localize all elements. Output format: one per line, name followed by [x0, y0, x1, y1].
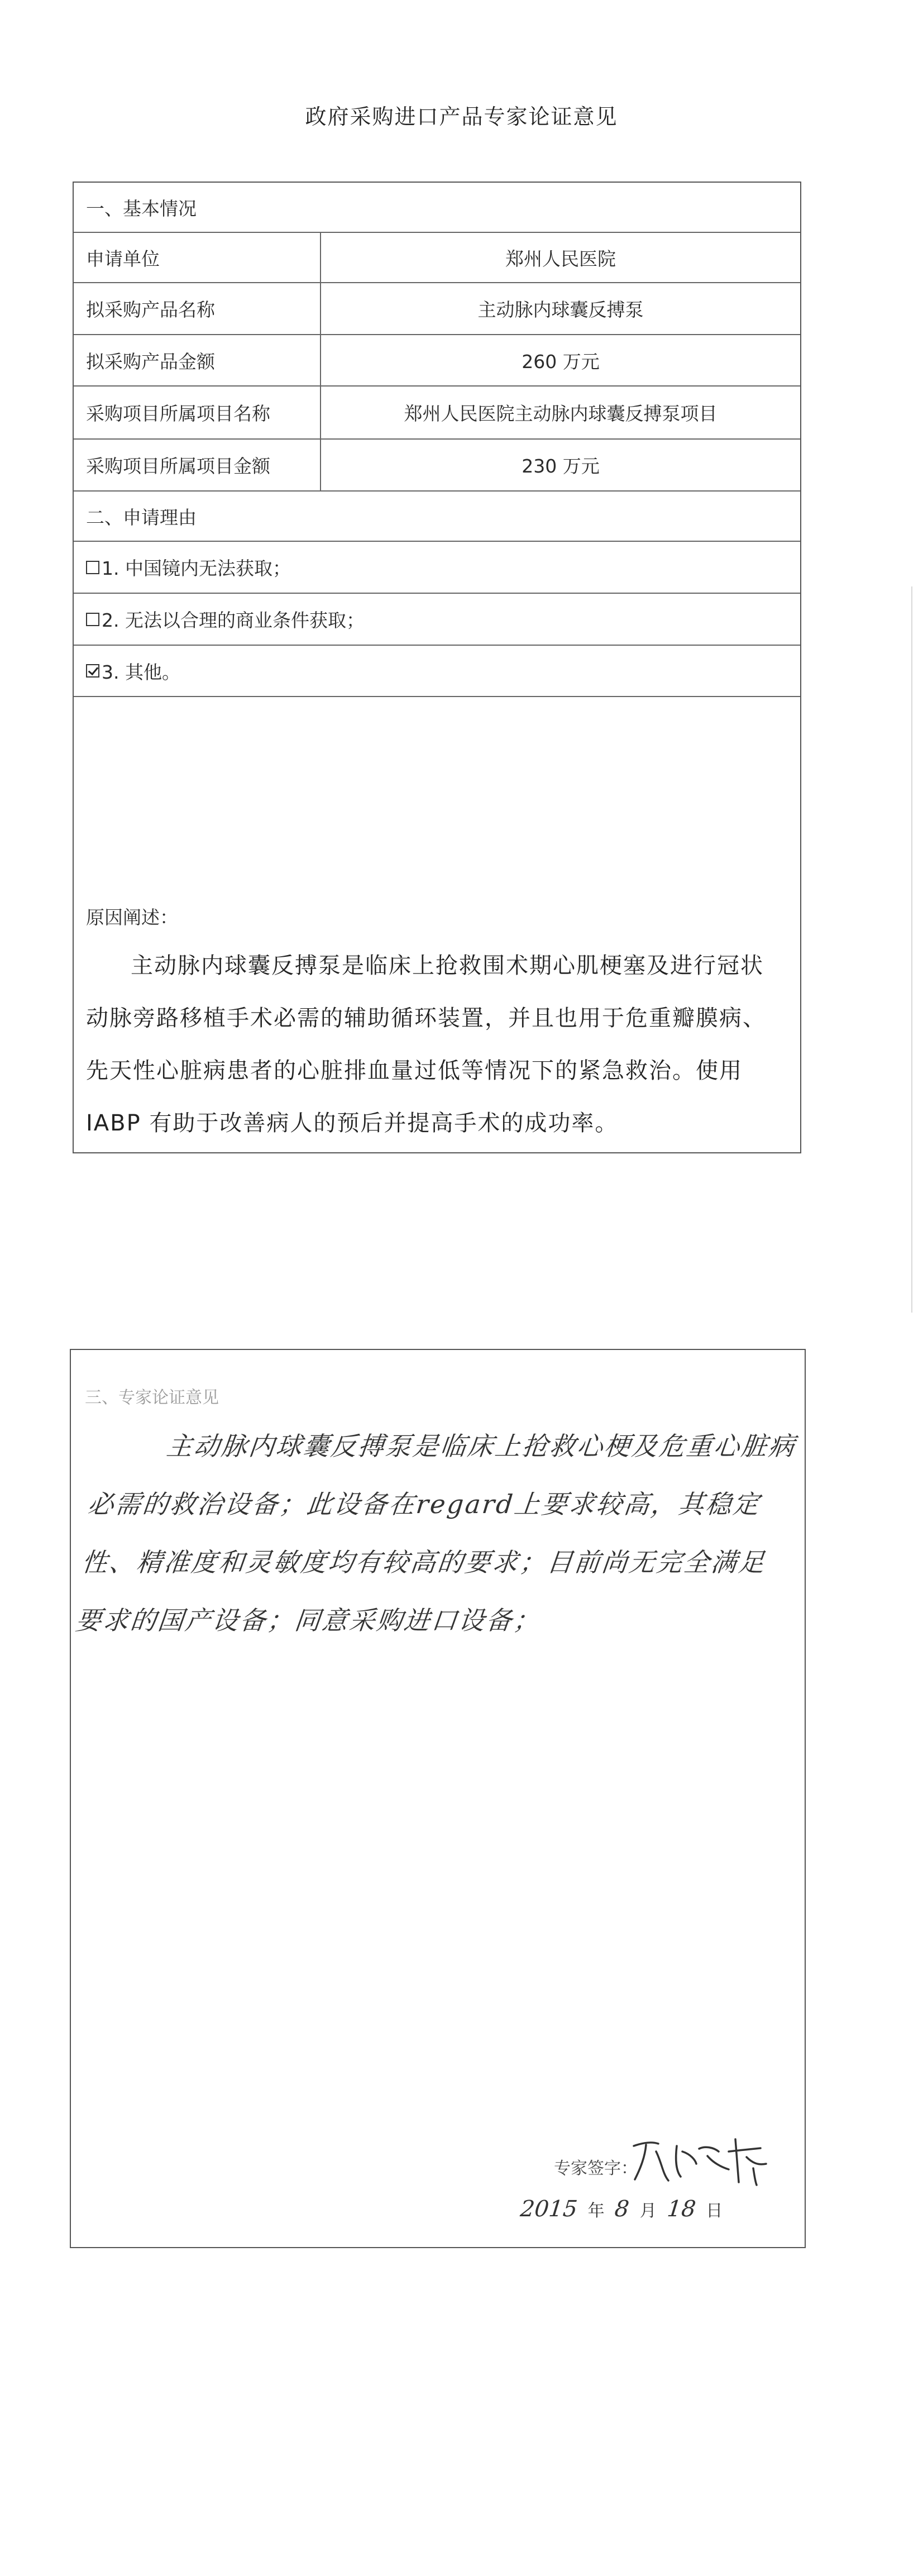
- section1-heading-row: [74, 183, 800, 233]
- info-label: 采购项目所属项目名称: [74, 387, 321, 438]
- checkbox-checked[interactable]: [86, 664, 99, 678]
- info-label: 拟采购产品金额: [74, 335, 321, 385]
- basic-info-form: [73, 182, 801, 1153]
- date-month: 8: [614, 2196, 631, 2222]
- section3-heading: 三、专家论证意见: [85, 1388, 219, 1408]
- checkbox[interactable]: [86, 613, 99, 626]
- info-label: 采购项目所属项目金额: [74, 440, 321, 490]
- signature-label: 专家签字：: [554, 2159, 638, 2178]
- reason-option-label: 3. 其他。: [102, 661, 180, 683]
- section2-heading: 二、申请理由: [86, 506, 197, 528]
- reason-option-label: 1. 中国镜内无法获取；: [102, 557, 291, 579]
- section2-heading-row: [74, 492, 800, 542]
- info-row: [74, 335, 800, 387]
- date-year: 2015: [519, 2196, 579, 2222]
- reason-option-label: 2. 无法以合理的商业条件获取；: [102, 609, 365, 631]
- info-row: [74, 440, 800, 492]
- scan-edge-mark: [911, 586, 912, 1313]
- reason-option-row: [74, 542, 800, 594]
- date-year-unit: 年: [587, 2201, 605, 2221]
- section1-heading: 一、基本情况: [86, 197, 197, 220]
- info-label: 拟采购产品名称: [74, 283, 321, 334]
- info-value: 260 万元: [522, 350, 600, 373]
- reason-title: 原因阐述：: [86, 907, 178, 928]
- reason-option-row: [74, 646, 800, 697]
- expert-opinion-box: [70, 1349, 806, 2248]
- date-day-unit: 日: [706, 2201, 723, 2221]
- info-value: 郑州人民医院主动脉内球囊反搏泵项目: [404, 403, 718, 424]
- info-label: 申请单位: [74, 233, 321, 282]
- info-value: 主动脉内球囊反搏泵: [477, 299, 644, 321]
- signature-date: [520, 2196, 727, 2222]
- info-row: [74, 387, 800, 440]
- reason-option-row: [74, 594, 800, 646]
- date-day: 18: [666, 2196, 697, 2222]
- info-value: 230 万元: [522, 455, 600, 477]
- reason-text: 主动脉内球囊反搏泵是临床上抢救围术期心肌梗塞及进行冠状动脉旁路移植手术必需的辅助循环装置，并且也用于危重瓣膜病、先天性心脏病患者的心脏排血量过低等情况下的紧急救治。使用 IABP 有助于改善病人的预后并提高手术的成功率。: [86, 953, 766, 1136]
- handwritten-signature: [629, 2129, 774, 2191]
- info-row: [74, 283, 800, 335]
- date-month-unit: 月: [639, 2201, 657, 2221]
- info-value: 郑州人民医院: [505, 247, 616, 270]
- document-title: 政府采购进口产品专家论证意见: [305, 104, 618, 129]
- checkbox[interactable]: [86, 561, 99, 574]
- handwritten-opinion: 主动脉内球囊反搏泵是临床上抢救心梗及危重心脏病必需的救治设备；此设备在regard上要求较高，其稳定性、精准度和灵敏度均有较高的要求；目前尚无完全满足要求的国产设备；同意采购进口设备；: [74, 1431, 798, 1635]
- info-row: [74, 233, 800, 283]
